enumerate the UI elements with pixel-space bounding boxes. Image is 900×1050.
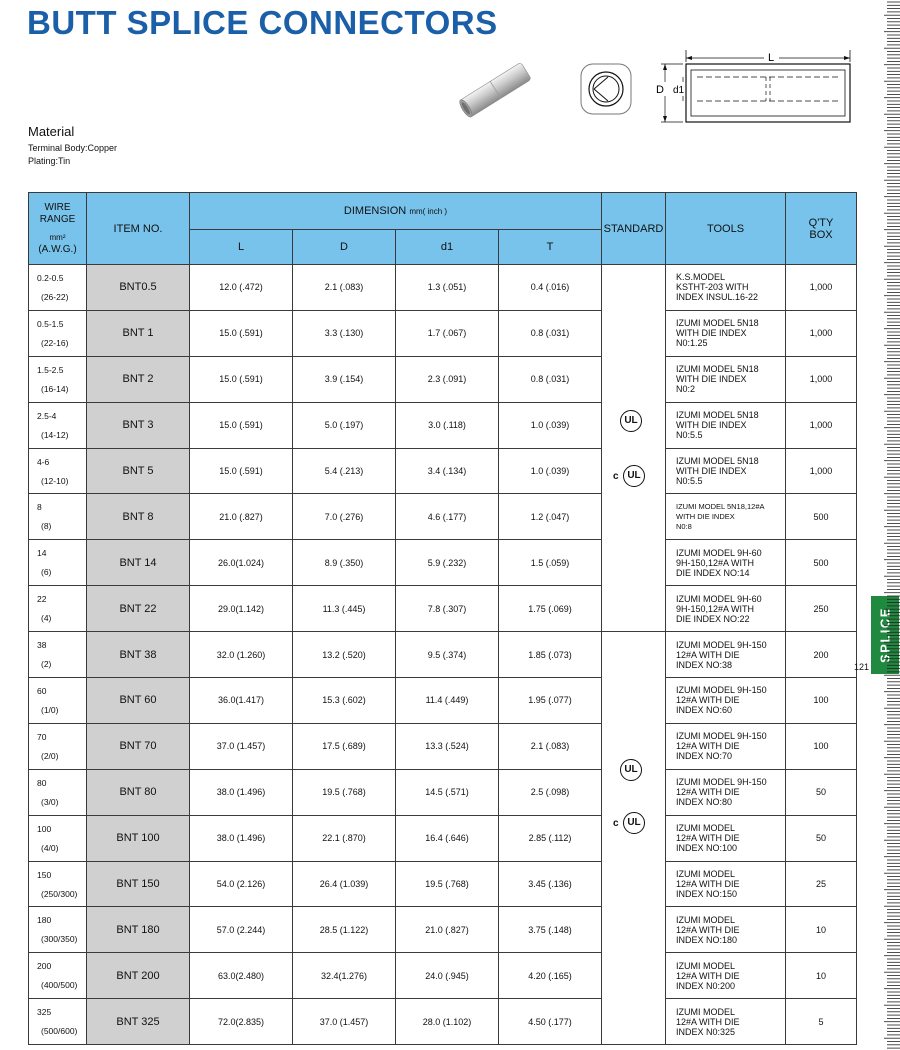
- wire-range-cell: 2.5-4 (14-12): [29, 402, 87, 448]
- spec-table-body: [29, 265, 857, 1045]
- table-row: [29, 953, 857, 999]
- header-dimension: DIMENSION mm( inch ): [190, 193, 602, 230]
- dim-l-cell: 72.0(2.835): [190, 999, 293, 1045]
- tools-cell: IZUMI MODEL 12#A WITH DIE INDEX NO:180: [666, 907, 786, 953]
- dim-d1-cell: 9.5 (.374): [396, 632, 499, 678]
- wire-range-cell: 1.5-2.5 (16-14): [29, 356, 87, 402]
- header-item-no: ITEM NO.: [87, 193, 190, 265]
- tools-cell: IZUMI MODEL 12#A WITH DIE INDEX N0:200: [666, 953, 786, 999]
- ul-listed-icon: UL: [620, 410, 642, 432]
- header-d1: d1: [396, 230, 499, 265]
- dim-t-cell: 1.85 (.073): [499, 632, 602, 678]
- c-mark-label: c: [613, 818, 619, 830]
- dim-l-cell: 37.0 (1.457): [190, 723, 293, 769]
- wire-range-cell: 80 (3/0): [29, 769, 87, 815]
- dim-d-cell: 28.5 (1.122): [293, 907, 396, 953]
- dim-t-cell: 1.0 (.039): [499, 448, 602, 494]
- material-heading: Material: [28, 124, 75, 139]
- dim-d-cell: 3.9 (.154): [293, 356, 396, 402]
- table-row: [29, 907, 857, 953]
- tools-cell: IZUMI MODEL 9H-150 12#A WITH DIE INDEX NO:60: [666, 678, 786, 724]
- tools-cell: IZUMI MODEL 5N18,12#A WITH DIE INDEX N0:8: [666, 494, 786, 540]
- header-standard: STANDARD: [602, 193, 666, 265]
- dim-l-cell: 15.0 (.591): [190, 310, 293, 356]
- qty-cell: 50: [786, 815, 857, 861]
- material-section: [28, 124, 117, 168]
- dim-d1-cell: 21.0 (.827): [396, 907, 499, 953]
- wire-range-cell: 38 (2): [29, 632, 87, 678]
- qty-cell: 500: [786, 540, 857, 586]
- dim-d1-cell: 28.0 (1.102): [396, 999, 499, 1045]
- qty-cell: 1,000: [786, 310, 857, 356]
- wire-range-cell: 4-6 (12-10): [29, 448, 87, 494]
- tools-cell: IZUMI MODEL 5N18 WITH DIE INDEX N0:5.5: [666, 448, 786, 494]
- item-no-cell: BNT 14: [87, 540, 190, 586]
- qty-cell: 100: [786, 678, 857, 724]
- item-no-cell: BNT 38: [87, 632, 190, 678]
- dim-t-cell: 0.8 (.031): [499, 356, 602, 402]
- table-row: [29, 310, 857, 356]
- item-no-cell: BNT 2: [87, 356, 190, 402]
- section-tab-splice: SPLICE: [871, 596, 899, 674]
- dim-d1-cell: 24.0 (.945): [396, 953, 499, 999]
- dim-t-cell: 1.0 (.039): [499, 402, 602, 448]
- material-body: Terminal Body:Copper: [28, 143, 118, 153]
- table-row: [29, 999, 857, 1045]
- tools-cell: IZUMI MODEL 9H-150 12#A WITH DIE INDEX NO:38: [666, 632, 786, 678]
- item-no-cell: BNT 180: [87, 907, 190, 953]
- dim-d1-cell: 1.3 (.051): [396, 265, 499, 311]
- table-row: [29, 540, 857, 586]
- dim-l-cell: 15.0 (.591): [190, 448, 293, 494]
- dim-l-cell: 21.0 (.827): [190, 494, 293, 540]
- dim-l-cell: 38.0 (1.496): [190, 815, 293, 861]
- spec-table-wrapper: [28, 192, 856, 1045]
- tools-cell: IZUMI MODEL 12#A WITH DIE INDEX NO:150: [666, 861, 786, 907]
- dim-t-cell: 0.8 (.031): [499, 310, 602, 356]
- dim-d-cell: 32.4(1.276): [293, 953, 396, 999]
- dim-l-cell: 63.0(2.480): [190, 953, 293, 999]
- dim-t-cell: 3.45 (.136): [499, 861, 602, 907]
- item-no-cell: BNT 70: [87, 723, 190, 769]
- standard-cell-group-2: [602, 632, 666, 1045]
- dim-label-d: D: [656, 84, 664, 96]
- item-no-cell: BNT 325: [87, 999, 190, 1045]
- c-mark-label: c: [613, 471, 619, 482]
- wire-range-cell: 22 (4): [29, 586, 87, 632]
- dim-label-l: L: [767, 52, 775, 64]
- dim-d1-cell: 3.4 (.134): [396, 448, 499, 494]
- qty-cell: 500: [786, 494, 857, 540]
- qty-cell: 1,000: [786, 402, 857, 448]
- item-no-cell: BNT 1: [87, 310, 190, 356]
- table-row: [29, 769, 857, 815]
- dim-l-cell: 38.0 (1.496): [190, 769, 293, 815]
- wire-range-cell: 8 (8): [29, 494, 87, 540]
- dim-d-cell: 7.0 (.276): [293, 494, 396, 540]
- wire-range-cell: 100 (4/0): [29, 815, 87, 861]
- dim-t-cell: 2.5 (.098): [499, 769, 602, 815]
- dim-t-cell: 1.5 (.059): [499, 540, 602, 586]
- ul-listed-icon: UL: [620, 759, 642, 781]
- qty-cell: 5: [786, 999, 857, 1045]
- dim-d1-cell: 11.4 (.449): [396, 678, 499, 724]
- table-row: [29, 356, 857, 402]
- dim-d1-cell: 3.0 (.118): [396, 402, 499, 448]
- qty-cell: 25: [786, 861, 857, 907]
- table-row: [29, 678, 857, 724]
- cul-listed-icon: UL: [623, 465, 645, 487]
- dim-t-cell: 1.75 (.069): [499, 586, 602, 632]
- tools-cell: IZUMI MODEL 9H-60 9H-150,12#A WITH DIE INDEX NO:22: [666, 586, 786, 632]
- item-no-cell: BNT0.5: [87, 265, 190, 311]
- qty-cell: 250: [786, 586, 857, 632]
- dim-d-cell: 11.3 (.445): [293, 586, 396, 632]
- wire-range-cell: 60 (1/0): [29, 678, 87, 724]
- cul-listed-icon: UL: [623, 812, 645, 834]
- dim-d-cell: 22.1 (.870): [293, 815, 396, 861]
- qty-cell: 10: [786, 953, 857, 999]
- dim-l-cell: 54.0 (2.126): [190, 861, 293, 907]
- dim-d1-cell: 5.9 (.232): [396, 540, 499, 586]
- dim-t-cell: 1.95 (.077): [499, 678, 602, 724]
- tools-cell: IZUMI MODEL 9H-150 12#A WITH DIE INDEX NO:70: [666, 723, 786, 769]
- tools-cell: IZUMI MODEL 9H-150 12#A WITH DIE INDEX NO:80: [666, 769, 786, 815]
- item-no-cell: BNT 5: [87, 448, 190, 494]
- dim-d1-cell: 16.4 (.646): [396, 815, 499, 861]
- item-no-cell: BNT 100: [87, 815, 190, 861]
- wire-range-cell: 70 (2/0): [29, 723, 87, 769]
- item-no-cell: BNT 3: [87, 402, 190, 448]
- qty-cell: 200: [786, 632, 857, 678]
- page-number: 121: [854, 662, 870, 672]
- dimension-drawing: [653, 48, 858, 128]
- header-wire-range: WIRE RANGE mm² (A.W.G.): [29, 193, 87, 265]
- dim-d1-cell: 7.8 (.307): [396, 586, 499, 632]
- header-t: T: [499, 230, 602, 265]
- dim-d1-cell: 14.5 (.571): [396, 769, 499, 815]
- tools-cell: IZUMI MODEL 5N18 WITH DIE INDEX N0:1.25: [666, 310, 786, 356]
- cross-section-drawing: [580, 63, 632, 115]
- table-row: [29, 265, 857, 311]
- page-title: BUTT SPLICE CONNECTORS: [27, 4, 498, 41]
- standard-cell-group-1: [602, 265, 666, 632]
- item-no-cell: BNT 80: [87, 769, 190, 815]
- qty-cell: 1,000: [786, 356, 857, 402]
- table-row: [29, 586, 857, 632]
- dim-d1-cell: 4.6 (.177): [396, 494, 499, 540]
- dim-d-cell: 13.2 (.520): [293, 632, 396, 678]
- tools-cell: IZUMI MODEL 5N18 WITH DIE INDEX N0:2: [666, 356, 786, 402]
- item-no-cell: BNT 22: [87, 586, 190, 632]
- dim-d-cell: 5.4 (.213): [293, 448, 396, 494]
- dim-d-cell: 15.3 (.602): [293, 678, 396, 724]
- dim-t-cell: 1.2 (.047): [499, 494, 602, 540]
- item-no-cell: BNT 200: [87, 953, 190, 999]
- wire-range-cell: 0.5-1.5 (22-16): [29, 310, 87, 356]
- header-qty-box: Q'TY BOX: [786, 193, 857, 265]
- header-d: D: [293, 230, 396, 265]
- dim-t-cell: 3.75 (.148): [499, 907, 602, 953]
- wire-range-cell: 325 (500/600): [29, 999, 87, 1045]
- table-row: [29, 632, 857, 678]
- tools-cell: IZUMI MODEL 9H-60 9H-150,12#A WITH DIE INDEX NO:14: [666, 540, 786, 586]
- qty-cell: 1,000: [786, 265, 857, 311]
- dim-d-cell: 2.1 (.083): [293, 265, 396, 311]
- dim-d1-cell: 19.5 (.768): [396, 861, 499, 907]
- dim-d-cell: 19.5 (.768): [293, 769, 396, 815]
- dim-l-cell: 15.0 (.591): [190, 356, 293, 402]
- edge-ruler: [884, 0, 900, 1050]
- dim-t-cell: 4.20 (.165): [499, 953, 602, 999]
- connector-photo: [455, 58, 535, 120]
- material-plating: Plating:Tin: [28, 156, 71, 166]
- dim-l-cell: 57.0 (2.244): [190, 907, 293, 953]
- wire-range-cell: 14 (6): [29, 540, 87, 586]
- header-tools: TOOLS: [666, 193, 786, 265]
- table-row: [29, 402, 857, 448]
- dim-d-cell: 3.3 (.130): [293, 310, 396, 356]
- tools-cell: IZUMI MODEL 12#A WITH DIE INDEX NO:100: [666, 815, 786, 861]
- dim-d-cell: 37.0 (1.457): [293, 999, 396, 1045]
- wire-range-cell: 0.2-0.5 (26-22): [29, 265, 87, 311]
- dim-d-cell: 17.5 (.689): [293, 723, 396, 769]
- table-row: [29, 861, 857, 907]
- dim-label-d1: d1: [673, 85, 685, 96]
- wire-range-cell: 200 (400/500): [29, 953, 87, 999]
- item-no-cell: BNT 60: [87, 678, 190, 724]
- dim-d1-cell: 1.7 (.067): [396, 310, 499, 356]
- dim-l-cell: 29.0(1.142): [190, 586, 293, 632]
- dim-d-cell: 5.0 (.197): [293, 402, 396, 448]
- spec-table: [28, 192, 857, 1045]
- dim-t-cell: 0.4 (.016): [499, 265, 602, 311]
- table-row: [29, 815, 857, 861]
- dim-l-cell: 15.0 (.591): [190, 402, 293, 448]
- item-no-cell: BNT 150: [87, 861, 190, 907]
- qty-cell: 50: [786, 769, 857, 815]
- header-l: L: [190, 230, 293, 265]
- wire-range-cell: 150 (250/300): [29, 861, 87, 907]
- dim-d-cell: 8.9 (.350): [293, 540, 396, 586]
- dim-l-cell: 32.0 (1.260): [190, 632, 293, 678]
- dim-t-cell: 2.1 (.083): [499, 723, 602, 769]
- table-row: [29, 494, 857, 540]
- dim-l-cell: 36.0(1.417): [190, 678, 293, 724]
- table-row: [29, 723, 857, 769]
- tools-cell: IZUMI MODEL 12#A WITH DIE INDEX N0:325: [666, 999, 786, 1045]
- dim-d1-cell: 2.3 (.091): [396, 356, 499, 402]
- dim-t-cell: 2.85 (.112): [499, 815, 602, 861]
- dim-d1-cell: 13.3 (.524): [396, 723, 499, 769]
- tools-cell: K.S.MODEL KSTHT-203 WITH INDEX INSUL.16-22: [666, 265, 786, 311]
- qty-cell: 100: [786, 723, 857, 769]
- tools-cell: IZUMI MODEL 5N18 WITH DIE INDEX N0:5.5: [666, 402, 786, 448]
- dim-d-cell: 26.4 (1.039): [293, 861, 396, 907]
- wire-range-cell: 180 (300/350): [29, 907, 87, 953]
- dim-l-cell: 12.0 (.472): [190, 265, 293, 311]
- item-no-cell: BNT 8: [87, 494, 190, 540]
- qty-cell: 10: [786, 907, 857, 953]
- dim-l-cell: 26.0(1.024): [190, 540, 293, 586]
- dim-t-cell: 4.50 (.177): [499, 999, 602, 1045]
- qty-cell: 1,000: [786, 448, 857, 494]
- table-row: [29, 448, 857, 494]
